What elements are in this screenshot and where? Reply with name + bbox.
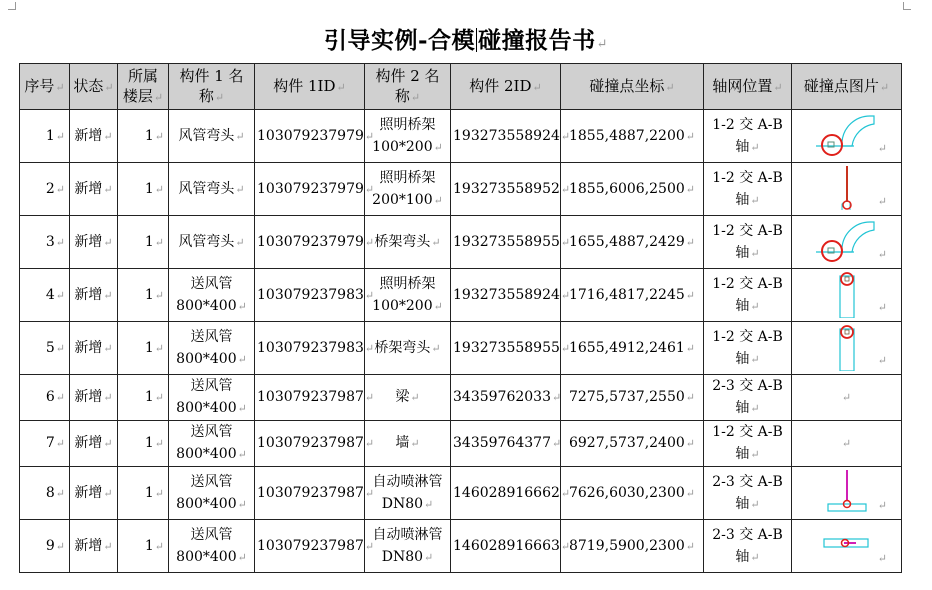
cell-coord: 8719,5900,2300↵ — [561, 520, 704, 573]
cell-coord: 1716,4817,2245↵ — [561, 269, 704, 322]
cell-floor: 1↵ — [118, 322, 169, 375]
cell-no: 3↵ — [20, 216, 70, 269]
cell-c2name: 照明桥架 100*200↵ — [365, 269, 451, 322]
cell-image: ↵ — [792, 163, 902, 216]
cell-c1id: 103079237979↵ — [255, 110, 365, 163]
cell-coord: 7626,6030,2300↵ — [561, 467, 704, 520]
cell-floor: 1↵ — [118, 467, 169, 520]
table-row — [20, 163, 902, 216]
cell-status: 新增↵ — [70, 163, 118, 216]
cell-status: 新增↵ — [70, 269, 118, 322]
header-status: 状态↵ — [70, 64, 118, 110]
cell-grid: 2-3 交 A-B 轴↵ — [704, 520, 792, 573]
cell-status: 新增↵ — [70, 520, 118, 573]
cell-c1id: 103079237987↵ — [255, 520, 365, 573]
cell-coord: 1855,6006,2500↵ — [561, 163, 704, 216]
cell-grid: 1-2 交 A-B 轴↵ — [704, 163, 792, 216]
cell-c2id: 34359762033↵ — [451, 375, 561, 421]
cell-c2name: 自动喷淋管 DN80↵ — [365, 467, 451, 520]
cell-c2name: 梁↵ — [365, 375, 451, 421]
cell-c1name: 风管弯头↵ — [169, 163, 255, 216]
cell-c2id: 146028916662↵ — [451, 467, 561, 520]
header-coord: 碰撞点坐标↵ — [561, 64, 704, 110]
header-grid: 轴网位置↵ — [704, 64, 792, 110]
cell-c1name: 送风管 800*400↵ — [169, 421, 255, 467]
cell-c1id: 103079237987↵ — [255, 421, 365, 467]
cell-c2id: 193273558955↵ — [451, 322, 561, 375]
cell-status: 新增↵ — [70, 322, 118, 375]
text-cursor — [476, 28, 477, 52]
cell-c2name: 桥架弯头↵ — [365, 216, 451, 269]
cell-c2name: 照明桥架 200*100↵ — [365, 163, 451, 216]
cell-no: 4↵ — [20, 269, 70, 322]
cell-grid: 2-3 交 A-B 轴↵ — [704, 467, 792, 520]
table-header-row — [20, 64, 902, 110]
table-row — [20, 216, 902, 269]
cell-c1name: 送风管 800*400↵ — [169, 520, 255, 573]
page-corner-mark — [8, 2, 16, 10]
cell-c2id: 193273558955↵ — [451, 216, 561, 269]
cell-c2id: 34359764377↵ — [451, 421, 561, 467]
cell-image: ↵ — [792, 375, 902, 421]
cell-c2id: 193273558924↵ — [451, 269, 561, 322]
cell-coord: 7275,5737,2550↵ — [561, 375, 704, 421]
cell-status: 新增↵ — [70, 467, 118, 520]
cell-c1id: 103079237983↵ — [255, 269, 365, 322]
collision-report-table — [19, 63, 902, 573]
table-row — [20, 110, 902, 163]
cell-c2id: 193273558924↵ — [451, 110, 561, 163]
cell-c1id: 103079237983↵ — [255, 322, 365, 375]
header-c2name: 构件 2 名 称↵ — [365, 64, 451, 110]
cell-c1name: 送风管 800*400↵ — [169, 322, 255, 375]
cell-image: ↵ — [792, 110, 902, 163]
cell-grid: 1-2 交 A-B 轴↵ — [704, 110, 792, 163]
cell-c2name: 桥架弯头↵ — [365, 322, 451, 375]
cell-c2name: 自动喷淋管 DN80↵ — [365, 520, 451, 573]
cell-coord: 6927,5737,2400↵ — [561, 421, 704, 467]
cell-no: 2↵ — [20, 163, 70, 216]
cell-image: ↵ — [792, 216, 902, 269]
cell-floor: 1↵ — [118, 216, 169, 269]
cell-status: 新增↵ — [70, 110, 118, 163]
cell-c1name: 风管弯头↵ — [169, 110, 255, 163]
cell-grid: 2-3 交 A-B 轴↵ — [704, 375, 792, 421]
cell-image: ↵ — [792, 421, 902, 467]
cell-c1name: 风管弯头↵ — [169, 216, 255, 269]
cell-c2name: 照明桥架 100*200↵ — [365, 110, 451, 163]
cell-floor: 1↵ — [118, 421, 169, 467]
cell-image: ↵ — [792, 467, 902, 520]
cell-grid: 1-2 交 A-B 轴↵ — [704, 322, 792, 375]
cell-status: 新增↵ — [70, 216, 118, 269]
table-row — [20, 322, 902, 375]
cell-floor: 1↵ — [118, 163, 169, 216]
cell-floor: 1↵ — [118, 269, 169, 322]
table-row — [20, 467, 902, 520]
cell-no: 6↵ — [20, 375, 70, 421]
cell-c1id: 103079237987↵ — [255, 467, 365, 520]
cell-no: 8↵ — [20, 467, 70, 520]
cell-grid: 1-2 交 A-B 轴↵ — [704, 269, 792, 322]
header-image: 碰撞点图片↵ — [792, 64, 902, 110]
cell-c1id: 103079237979↵ — [255, 163, 365, 216]
cell-grid: 1-2 交 A-B 轴↵ — [704, 421, 792, 467]
cell-c1name: 送风管 800*400↵ — [169, 467, 255, 520]
cell-no: 7↵ — [20, 421, 70, 467]
cell-no: 1↵ — [20, 110, 70, 163]
table-row — [20, 421, 902, 467]
cell-coord: 1655,4912,2461↵ — [561, 322, 704, 375]
cell-floor: 1↵ — [118, 110, 169, 163]
cell-no: 5↵ — [20, 322, 70, 375]
cell-c2id: 193273558952↵ — [451, 163, 561, 216]
header-no: 序号↵ — [20, 64, 70, 110]
header-c2id: 构件 2ID↵ — [451, 64, 561, 110]
cell-c1id: 103079237987↵ — [255, 375, 365, 421]
table-row — [20, 520, 902, 573]
cell-c2id: 146028916663↵ — [451, 520, 561, 573]
cell-grid: 1-2 交 A-B 轴↵ — [704, 216, 792, 269]
cell-coord: 1655,4887,2429↵ — [561, 216, 704, 269]
cell-floor: 1↵ — [118, 375, 169, 421]
cell-status: 新增↵ — [70, 421, 118, 467]
cell-status: 新增↵ — [70, 375, 118, 421]
cell-image: ↵ — [792, 520, 902, 573]
cell-image: ↵ — [792, 322, 902, 375]
cell-image: ↵ — [792, 269, 902, 322]
table-row — [20, 375, 902, 421]
cell-c2name: 墙↵ — [365, 421, 451, 467]
header-c1name: 构件 1 名 称↵ — [169, 64, 255, 110]
page-corner-mark — [903, 2, 911, 10]
header-c1id: 构件 1ID↵ — [255, 64, 365, 110]
cell-floor: 1↵ — [118, 520, 169, 573]
cell-no: 9↵ — [20, 520, 70, 573]
cell-c1name: 送风管 800*400↵ — [169, 375, 255, 421]
cell-c1id: 103079237979↵ — [255, 216, 365, 269]
cell-coord: 1855,4887,2200↵ — [561, 110, 704, 163]
cell-c1name: 送风管 800*400↵ — [169, 269, 255, 322]
header-floor: 所属 楼层↵ — [118, 64, 169, 110]
table-row — [20, 269, 902, 322]
page-title: 引导实例-合模 碰撞报告书↵ — [324, 27, 608, 54]
